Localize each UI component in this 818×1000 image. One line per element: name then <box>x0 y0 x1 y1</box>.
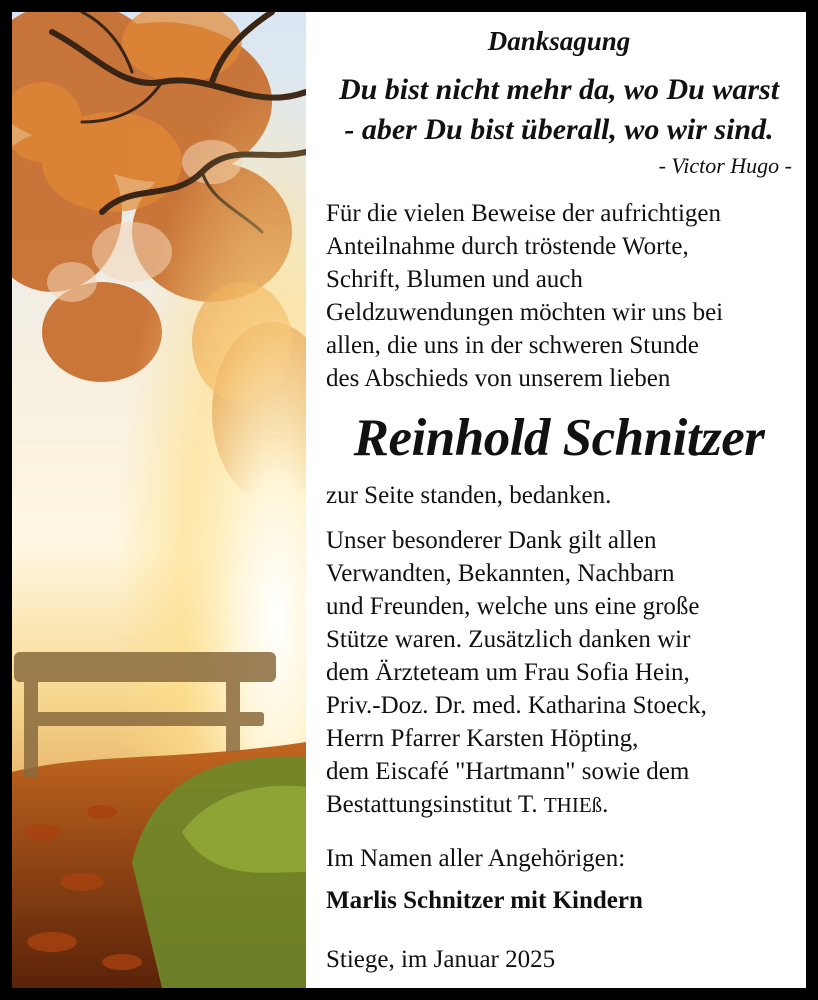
text-line: Geldzuwendungen möchten wir uns bei <box>326 299 724 326</box>
text-line: Unser besonderer Dank gilt allen <box>326 527 657 554</box>
text-line: Stiege, im Januar 2025 <box>326 946 556 973</box>
obituary-card <box>12 12 806 988</box>
text-line: dem Eiscafé "Hartmann" sowie dem <box>326 758 690 785</box>
text-fragment: Bestattungsinstitut T. <box>326 791 544 818</box>
text-line: Für die vielen Beweise der aufrichtigen <box>326 200 721 227</box>
heading: Danksagung <box>487 26 631 56</box>
funeral-home-name: THIEß <box>543 793 603 817</box>
text-line: Schrift, Blumen und auch <box>326 266 583 293</box>
text-line: Anteilnahme durch tröstende Worte, <box>326 233 689 260</box>
quote-author: - Victor Hugo - <box>658 153 792 178</box>
text-line: Im Namen aller Angehörigen: <box>326 845 626 872</box>
special-thanks-paragraph <box>326 524 802 822</box>
text-line: Stütze waren. Zusätzlich danken wir <box>326 626 691 653</box>
text-fragment: . <box>602 791 609 818</box>
text-line: Priv.-Doz. Dr. med. Katharina Stoeck, <box>326 692 707 719</box>
text-line: allen, die uns in der schweren Stunde <box>326 332 699 359</box>
autumn-tree-bench-image <box>12 12 306 988</box>
quote-line: - aber Du bist überall, wo wir sind. <box>344 113 774 146</box>
text-line <box>326 788 802 822</box>
thanks-paragraph <box>326 197 802 395</box>
obituary-text <box>312 12 806 988</box>
text-line: Herrn Pfarrer Karsten Höpting, <box>326 725 639 752</box>
quote <box>312 70 806 150</box>
place-date <box>326 943 802 976</box>
text-line: Marlis Schnitzer mit Kindern <box>326 887 643 914</box>
text-line: und Freunden, welche uns eine große <box>326 593 700 620</box>
text-line: zur Seite standen, bedanken. <box>326 482 612 509</box>
closing-label <box>326 842 802 875</box>
signature <box>326 884 802 917</box>
deceased-name: Reinhold Schnitzer <box>353 409 765 467</box>
text-line: dem Ärzteteam um Frau Sofia Hein, <box>326 659 690 686</box>
text-line: des Abschieds von unserem lieben <box>326 365 671 392</box>
thanks-paragraph-end <box>326 479 802 512</box>
quote-line: Du bist nicht mehr da, wo Du warst <box>338 73 780 106</box>
text-line: Verwandten, Bekannten, Nachbarn <box>326 560 675 587</box>
